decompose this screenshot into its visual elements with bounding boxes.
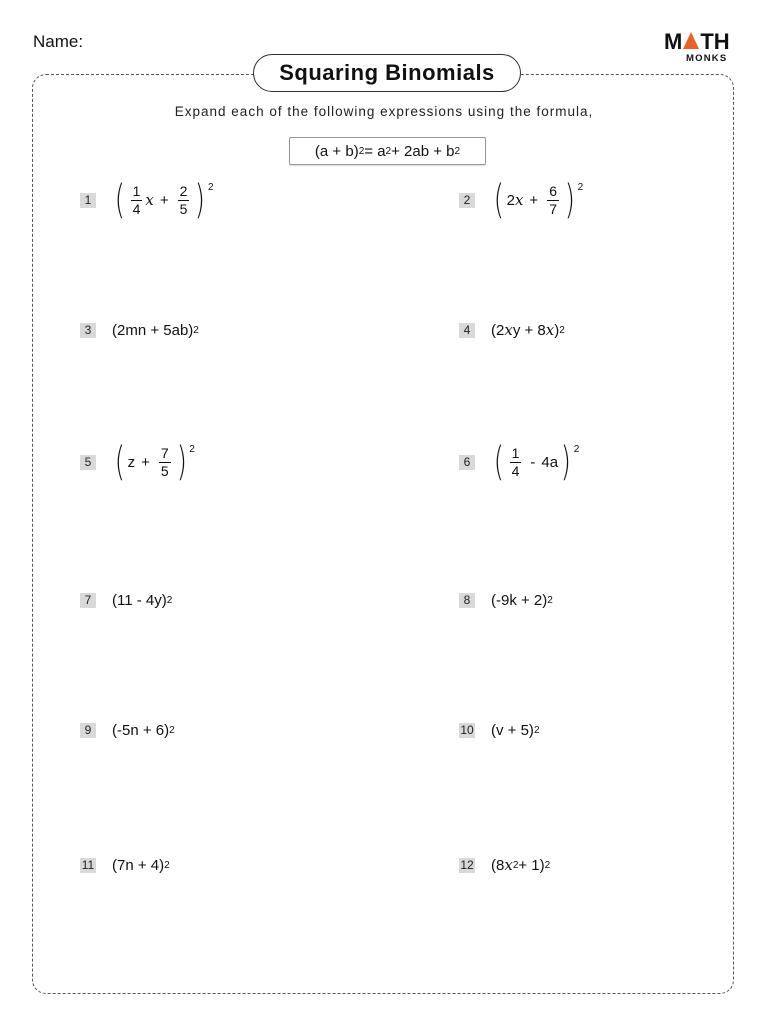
logo-letter-m: M [664,29,683,54]
problem-11 [80,835,170,895]
problem-number: 10 [460,722,474,737]
formula-exp-3: 2 [454,145,461,157]
fraction: $\frac{1}{4}$ [132,182,141,217]
problem-10 [459,700,540,760]
formula-exp-2: 2 [385,145,392,157]
problem-expression: (2 x y + 8 x ) 2 [491,321,565,339]
logo-triangle-icon [683,32,699,49]
formula-mid: + 2ab + b [391,142,455,160]
problem-expression: (2mn + 5ab) 2 [112,321,199,339]
problem-number: 4 [459,323,475,338]
problem-6 [459,432,579,492]
problem-number: 9 [80,723,96,738]
problem-8 [459,570,553,630]
problem-expression: (v + 5) 2 [491,721,540,739]
formula-lhs: (a + b) [314,142,359,160]
logo-letters-th: TH [700,29,730,54]
problem-expression: (8 x 2 + 1) 2 [491,856,551,874]
problem-expression: (7n + 4) 2 [112,856,170,874]
logo-subtitle: MONKS [686,53,728,64]
problem-expression: ( $\frac{1}{4}$ - 4a ) 2 [493,439,580,485]
problem-number: 6 [459,455,475,470]
problem-number: 5 [80,455,96,470]
name-field-label: Name: [33,32,84,51]
problem-1 [80,170,214,230]
formula-eq: = a [364,142,386,160]
formula-box [289,137,486,165]
problem-expression: ( z + $\frac{7}{5}$ ) 2 [114,439,195,485]
problem-number: 3 [80,323,96,338]
problem-12 [459,835,550,895]
fraction: $\frac{6}{7}$ [549,182,557,217]
problem-expression: ( 2 x + $\frac{6}{7}$ ) 2 [493,177,584,223]
problem-4 [459,300,565,360]
problem-number: 1 [80,193,96,208]
worksheet-title: Squaring Binomials [253,54,521,92]
fraction: $\frac{2}{5}$ [179,182,188,217]
problem-number: 7 [80,593,96,608]
problem-expression: (-9k + 2) 2 [491,591,553,609]
problem-expression: (-5n + 6) 2 [112,721,175,739]
instructions-text: Expand each of the following expressions using the formula, [174,104,594,119]
problem-number: 2 [459,193,475,208]
problem-number: 11 [81,857,95,872]
fraction: $\frac{1}{4}$ [511,444,520,479]
problem-3 [80,300,199,360]
problem-2 [459,170,583,230]
problem-9 [80,700,175,760]
fraction: $\frac{7}{5}$ [160,444,169,479]
math-monks-logo [664,30,740,66]
formula-exp-1: 2 [358,145,365,157]
problem-expression: (11 - 4y) 2 [112,591,173,609]
problem-number: 12 [460,857,474,872]
problem-5 [80,432,195,492]
problem-7 [80,570,172,630]
problem-number: 8 [459,593,475,608]
problem-expression: ( $\frac{1}{4}$ x + $\frac{2}{5}$ ) 2 [114,177,214,223]
